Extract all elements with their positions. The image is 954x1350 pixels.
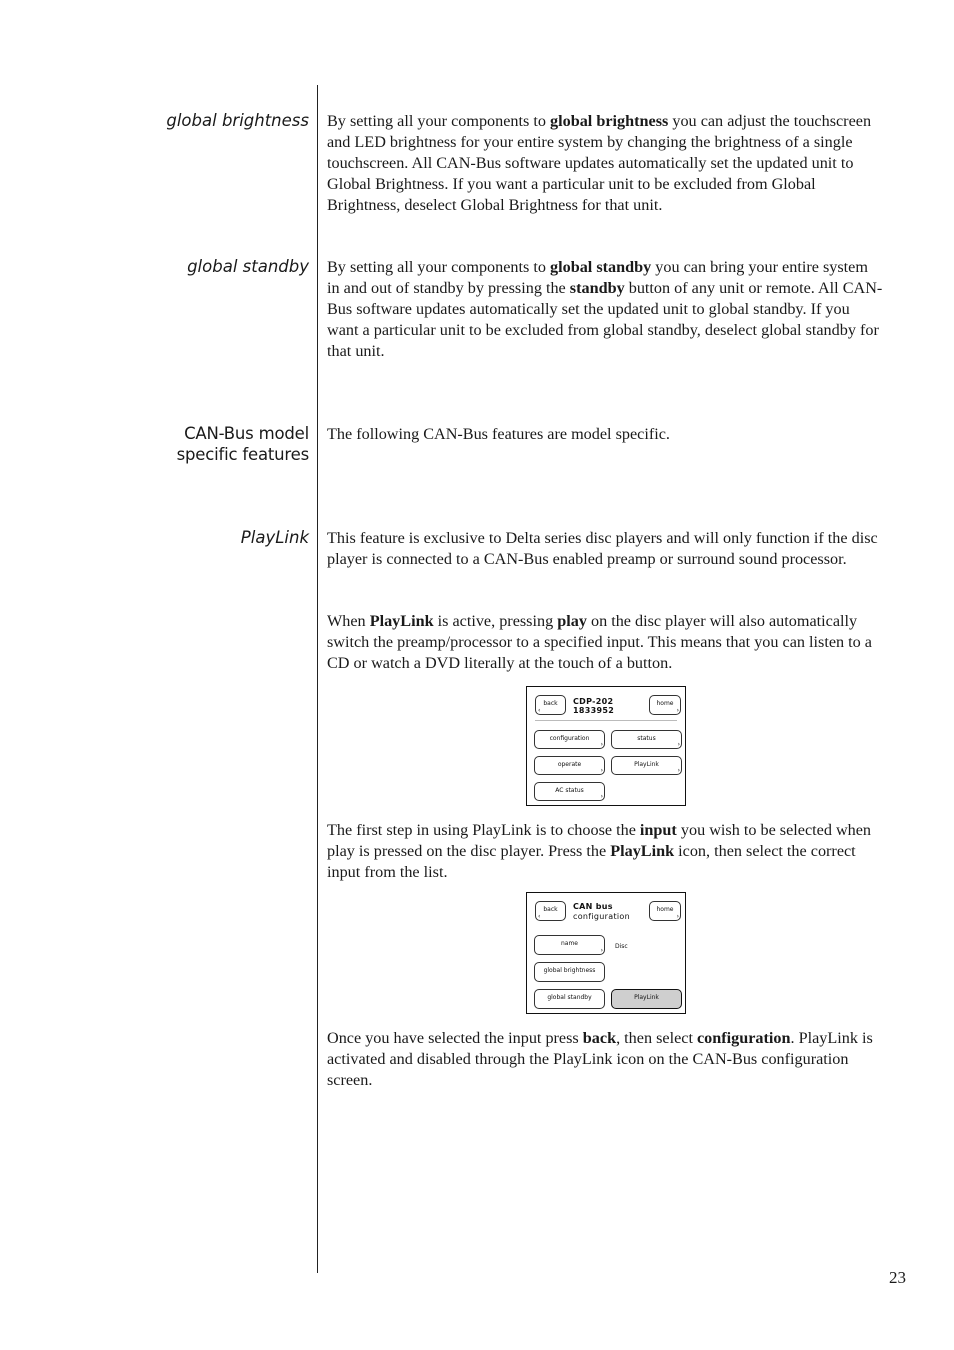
configuration-button[interactable]: configuration › xyxy=(534,730,605,749)
page-number: 23 xyxy=(889,1268,906,1287)
back-button[interactable]: back ‹ xyxy=(535,901,566,921)
arrow-right-icon: › xyxy=(676,707,679,714)
global-standby-button[interactable]: global standby xyxy=(534,989,605,1009)
global-brightness-text xyxy=(327,111,883,216)
playlink-text-3: The first step in using PlayLink is to choose the input you wish to be selected when play is pressed on the disc player. Press the PlayLink icon, then select the correct input from the list. xyxy=(327,821,872,881)
arrow-right-icon: › xyxy=(676,913,679,920)
screen-title-line2: configuration xyxy=(573,912,630,921)
device-screen-main-menu xyxy=(526,686,686,806)
arrow-right-icon: › xyxy=(600,947,603,954)
screen-divider xyxy=(535,720,677,721)
status-button[interactable]: status › xyxy=(611,730,682,749)
global-brightness-button[interactable]: global brightness xyxy=(534,962,605,982)
side-heading-global-brightness: global brightness xyxy=(166,111,309,130)
arrow-right-icon: › xyxy=(600,741,603,748)
arrow-left-icon: ‹ xyxy=(538,913,541,920)
ac-status-button[interactable]: AC status › xyxy=(534,782,605,801)
playlink-text-4: Once you have selected the input press back, then select configuration. PlayLink is activated and disabled through the PlayLink icon on the CAN-Bus configuration screen. xyxy=(327,1029,873,1089)
screen-title-line1: CAN bus xyxy=(573,902,613,911)
global-standby-text xyxy=(327,257,883,362)
arrow-right-icon: › xyxy=(677,767,680,774)
device-serial: 1833952 xyxy=(573,706,615,715)
home-button[interactable]: home › xyxy=(649,901,681,921)
arrow-right-icon: › xyxy=(600,767,603,774)
arrow-left-icon: ‹ xyxy=(538,707,541,714)
playlink-text-1: This feature is exclusive to Delta series disc players and will only function if the disc player is connected to a CAN-Bus enabled preamp or surround sound processor. xyxy=(327,529,878,568)
column-divider xyxy=(317,85,318,1273)
name-value: Disc xyxy=(615,943,628,950)
device-model: CDP-202 xyxy=(573,697,614,706)
home-button[interactable]: home › xyxy=(649,695,681,715)
side-heading-playlink: PlayLink xyxy=(240,528,309,547)
global-standby-paragraph: By setting all your components to global standby you can bring your entire system in and out of standby by pressing the standby button of any unit or remote. All CAN-Bus software updates automatically set the updated unit to global standby. If you want a particular unit to be excluded from global standby, deselect global standby for that unit. xyxy=(327,258,883,360)
playlink-button[interactable]: PlayLink › xyxy=(611,756,682,775)
name-button[interactable]: name › xyxy=(534,935,605,955)
playlink-toggle-button[interactable]: PlayLink xyxy=(611,989,682,1009)
arrow-right-icon: › xyxy=(677,741,680,748)
back-button[interactable]: back ‹ xyxy=(535,695,566,715)
device-screen-canbus-config xyxy=(526,892,686,1014)
global-brightness-paragraph: By setting all your components to global brightness you can adjust the touchscreen and LED brightness for your entire system by changing the brightness of a single touchscreen. All CAN-Bus software updates automatically set the updated unit to Global Brightness. If you want a particular unit to be excluded from Global Brightness, deselect Global Brightness for that unit. xyxy=(327,112,872,214)
side-heading-global-standby: global standby xyxy=(187,257,309,276)
operate-button[interactable]: operate › xyxy=(534,756,605,775)
model-specific-text: The following CAN-Bus features are model specific. xyxy=(327,425,670,443)
arrow-right-icon: › xyxy=(600,793,603,800)
playlink-text-2: When PlayLink is active, pressing play on the disc player will also automatically switch the preamp/processor to a specified input. This means that you can listen to a CD or watch a DVD literally at the touch of a button. xyxy=(327,612,872,672)
side-heading-model-specific: CAN-Bus model specific features xyxy=(176,424,309,464)
